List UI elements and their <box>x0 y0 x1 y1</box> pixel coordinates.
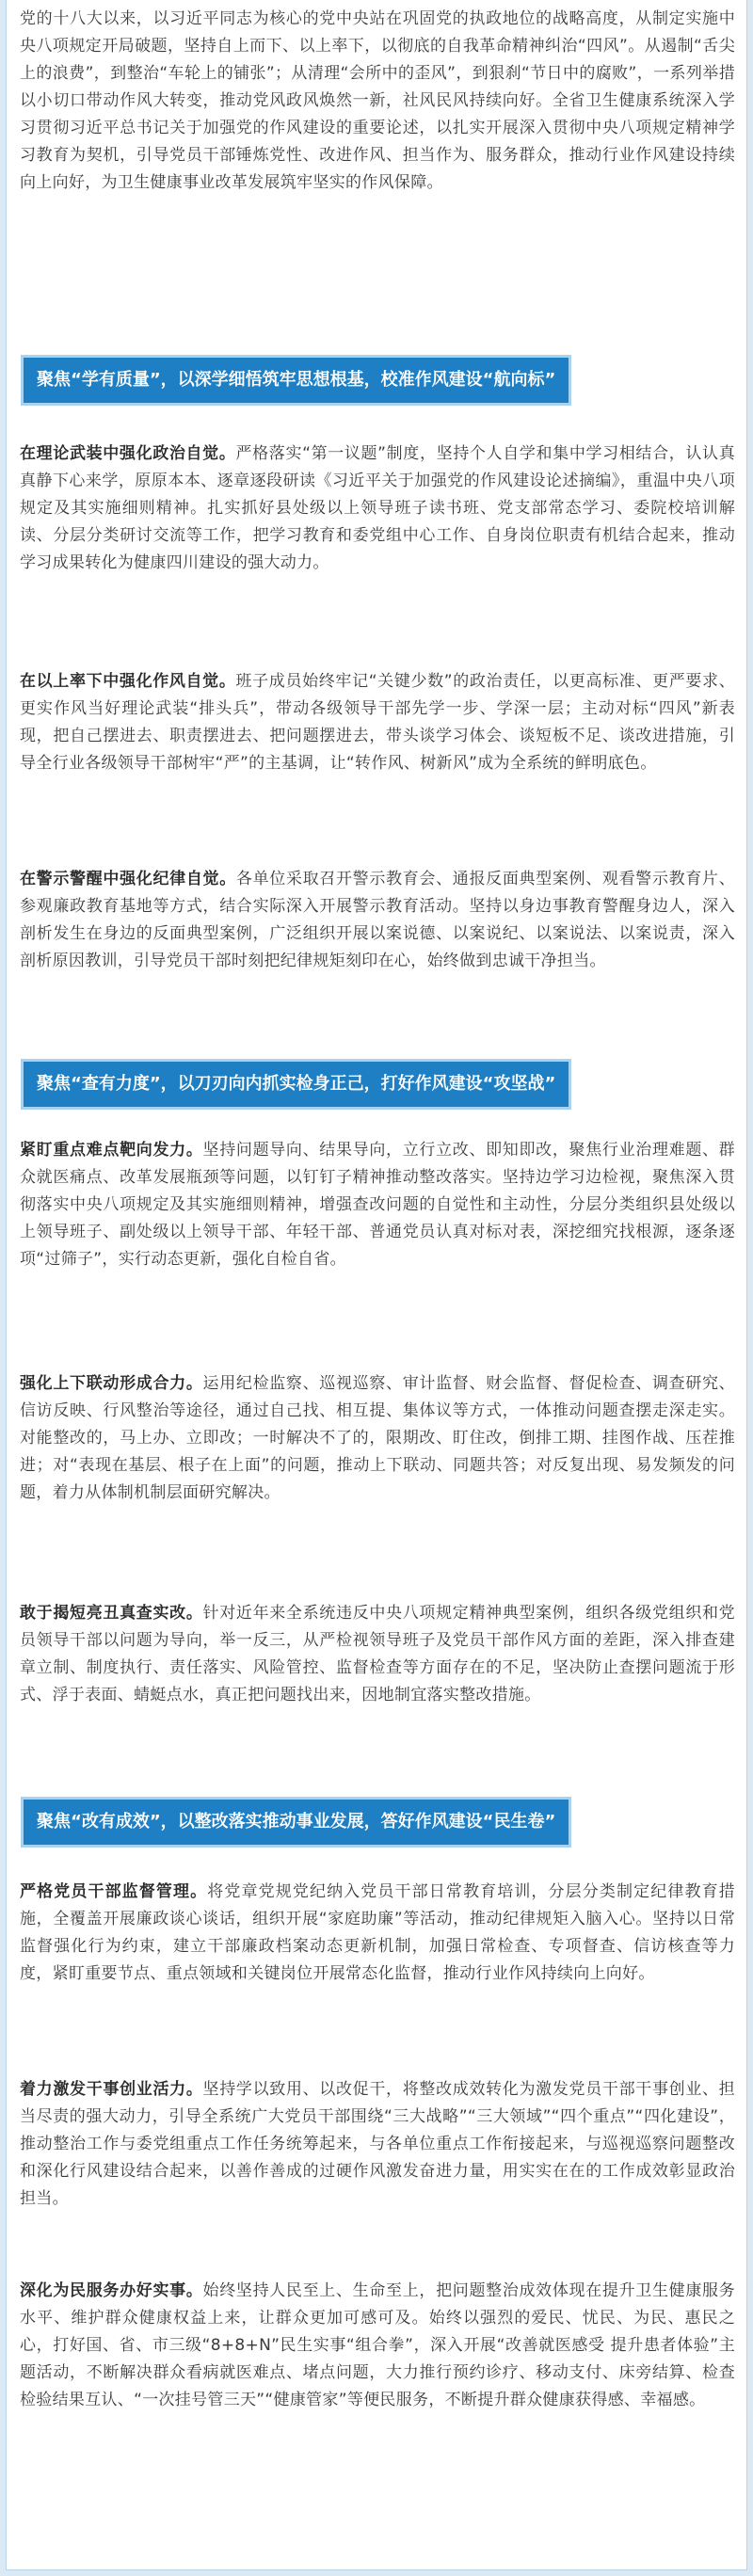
paragraph-lead: 紧盯重点难点靶向发力。 <box>20 1141 203 1160</box>
section-banner-2 <box>20 1062 735 1107</box>
paragraph-text: 坚持问题导向、结果导向，立行立改、即知即改，聚焦行业治理难题、群众就医痛点、改革发展瓶颈等问题，以钉钉子精神推动整改落实。坚持边学习边检视，聚焦深入贯彻落实中央八项规定及其实施细则精神，增强查改问题的自觉性和主动性，分层分类组织县处级以上领导班子、副处级以上领导干部、年轻干部、普通党员认真对标对表，深挖细究找根源，逐条逐项“过筛子”，实行动态更新，强化自检自省。 <box>20 1141 735 1269</box>
article-frame <box>6 0 747 2570</box>
paragraph-lead: 在理论武装中强化政治自觉。 <box>20 444 236 463</box>
section-heading: 聚焦“查有力度”，以刀刃向内抓实检身正己，打好作风建设“攻坚战” <box>24 1062 569 1107</box>
paragraph-lead: 着力激发干事创业活力。 <box>20 2080 203 2099</box>
paragraph <box>20 440 735 577</box>
paragraph <box>20 2278 735 2414</box>
section-heading: 聚焦“学有质量”，以深学细悟筑牢思想根基，校准作风建设“航向标” <box>24 358 569 403</box>
paragraph <box>20 1600 735 1709</box>
intro-paragraph: 党的十八大以来，以习近平同志为核心的党中央站在巩固党的执政地位的战略高度，从制定实施中央八项规定开局破题，坚持自上而下、以上率下，以彻底的自我革命精神纠治“四风”。从遏制“舌尖上的浪费”，到整治“车轮上的铺张”；从清理“会所中的歪风”，到狠刹“节日中的腐败”，一系列举措以小切口带动作风大转变，推动党风政风焕然一新，社风民风持续向好。全省卫生健康系统深入学习贯彻习近平总书记关于加强党的作风建设的重要论述，以扎实开展深入贯彻中央八项规定精神学习教育为契机，引导党员干部锤炼党性、改进作风、担当作为、服务群众，推动行业作风建设持续向上向好，为卫生健康事业改革发展筑牢坚实的作风保障。 <box>20 9 735 192</box>
paragraph <box>20 1137 735 1273</box>
paragraph-lead: 严格党员干部监督管理。 <box>20 1882 208 1901</box>
intro-block <box>20 6 735 197</box>
section-banner-1 <box>20 358 735 403</box>
section-1-para-1 <box>20 440 735 577</box>
paragraph-lead: 在警示警醒中强化纪律自觉。 <box>20 870 236 888</box>
paragraph <box>20 1370 735 1507</box>
paragraph-lead: 敢于揭短亮丑真查实改。 <box>20 1604 203 1623</box>
paragraph <box>20 1879 735 1988</box>
paragraph-text: 针对近年来全系统违反中央八项规定精神典型案例，组织各级党组织和党员领导干部以问题为导向，举一反三，从严检视领导班子及党员干部作风方面的差距，深入排查建章立制、制度执行、责任落实、风险管控、监督检查等方面存在的不足，坚决防止查摆问题流于形式、浮于表面、蜻蜓点水，真正把问题找出来，因地制宜落实整改措施。 <box>20 1604 735 1704</box>
paragraph-text: 始终坚持人民至上、生命至上，把问题整治成效体现在提升卫生健康服务水平、维护群众健康权益上来，让群众更加可感可及。始终以强烈的爱民、忧民、为民、惠民之心，打好国、省、市三级“8+8+N”民生实事“组合拳”，深入开展“改善就医感受 提升患者体验”主题活动，不断解决群众看病就医难点、堵点问题，大力推行预约诊疗、移动支付、床旁结算、检查检验结果互认、“一次挂号管三天”“健康管家”等便民服务，不断提升群众健康获得感、幸福感。 <box>20 2281 735 2409</box>
section-3-para-2 <box>20 2076 735 2213</box>
paragraph-text: 坚持学以致用、以改促干，将整改成效转化为激发党员干部干事创业、担当尽责的强大动力，引导全系统广大党员干部围绕“三大战略”“三大领域”“四个重点”“四化建设”，推动整治工作与委党组重点工作任务统筹起来，与各单位重点工作衔接起来，与巡视巡察问题整改和深化行风建设结合起来，以善作善成的过硬作风激发奋进力量，用实实在在的工作成效彰显政治担当。 <box>20 2080 735 2208</box>
section-3-para-3 <box>20 2278 735 2414</box>
section-2-para-2 <box>20 1370 735 1507</box>
section-3-para-1 <box>20 1879 735 1988</box>
section-1-para-3 <box>20 866 735 975</box>
section-heading: 聚焦“改有成效”，以整改落实推动事业发展，答好作风建设“民生卷” <box>24 1800 569 1845</box>
paragraph <box>20 2076 735 2213</box>
section-banner-3 <box>20 1800 735 1845</box>
paragraph-lead: 在以上率下中强化作风自觉。 <box>20 672 236 691</box>
paragraph-text: 运用纪检监察、巡视巡察、审计监督、财会监督、督促检查、调查研究、信访反映、行风整治等途径，通过自己找、相互提、集体议等方式，一体推动问题查摆走深走实。对能整改的，马上办、立即改；一时解决不了的，限期改、盯住改，倒排工期、挂图作战、压茬推进；对“表现在基层、根子在上面”的问题，推动上下联动、同题共答；对反复出现、易发频发的问题，着力从体制机制层面研究解决。 <box>20 1374 735 1502</box>
section-1-para-2 <box>20 668 735 777</box>
paragraph-lead: 深化为民服务办好实事。 <box>20 2281 203 2300</box>
section-2-para-3 <box>20 1600 735 1709</box>
paragraph-text: 班子成员始终牢记“关键少数”的政治责任，以更高标准、更严要求、更实作风当好理论武装“排头兵”，带动各级领导干部先学一步、学深一层；主动对标“四风”新表现，把自己摆进去、职责摆进去、把问题摆进去，带头谈学习体会、谈短板不足、谈改进措施，引导全行业各级领导干部树牢“严”的主基调，让“转作风、树新风”成为全系统的鲜明底色。 <box>20 672 735 773</box>
paragraph <box>20 668 735 777</box>
paragraph-text: 将党章党规党纪纳入党员干部日常教育培训，分层分类制定纪律教育措施，全覆盖开展廉政谈心谈话，组织开展“家庭助廉”等活动，推动纪律规矩入脑入心。坚持以日常监督强化行为约束，建立干部廉政档案动态更新机制，加强日常检查、专项督查、信访核查等力度，紧盯重要节点、重点领域和关键岗位开展常态化监督，推动行业作风持续向上向好。 <box>20 1882 735 1983</box>
section-2-para-1 <box>20 1137 735 1273</box>
paragraph-text: 各单位采取召开警示教育会、通报反面典型案例、观看警示教育片、参观廉政教育基地等方式，结合实际深入开展警示教育活动。坚持以身边事教育警醒身边人，深入剖析发生在身边的反面典型案例，广泛组织开展以案说德、以案说纪、以案说法、以案说责，深入剖析原因教训，引导党员干部时刻把纪律规矩刻印在心，始终做到忠诚干净担当。 <box>20 870 736 970</box>
paragraph <box>20 866 735 975</box>
paragraph-lead: 强化上下联动形成合力。 <box>20 1374 203 1393</box>
paragraph-text: 严格落实“第一议题”制度，坚持个人自学和集中学习相结合，认认真真静下心来学，原原本本、逐章逐段研读《习近平关于加强党的作风建设论述摘编》，重温中央八项规定及其实施细则精神。扎实抓好县处级以上领导班子读书班、党支部常态学习、委院校培训解读、分层分类研讨交流等工作，把学习教育和委党组中心工作、自身岗位职责有机结合起来，推动学习成果转化为健康四川建设的强大动力。 <box>20 444 735 572</box>
